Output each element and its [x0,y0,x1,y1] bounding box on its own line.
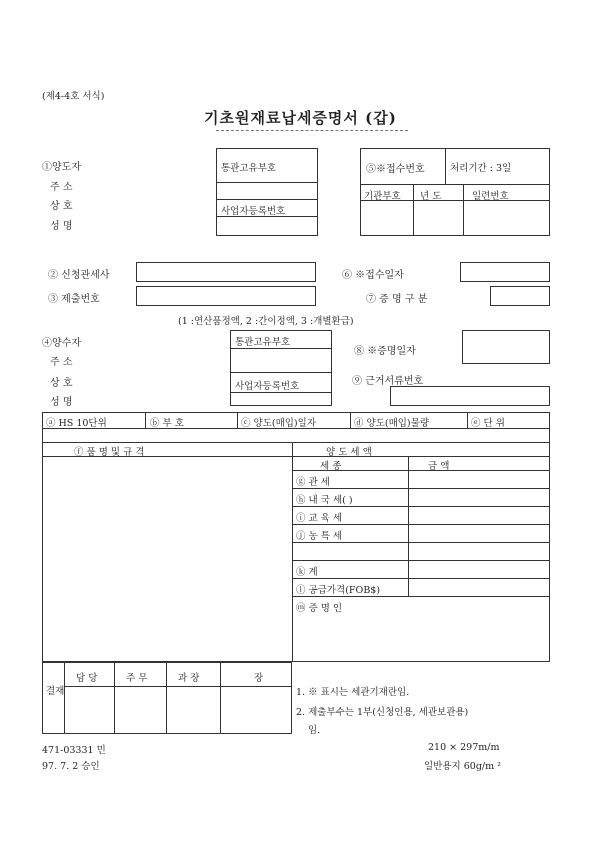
transferee-biz-reg-label: 사업자등록번호 [235,381,300,392]
cert-date-field[interactable] [462,330,550,364]
divider [292,470,550,471]
form-code: 471-03331 민 [42,745,106,756]
divider [350,412,351,428]
divider [413,184,414,236]
tax-row-customs: ⓖ 관 세 [296,477,330,488]
divider [292,542,550,543]
divider [145,412,146,428]
divider [166,662,167,734]
tax-row-fob: ⓛ 공급가격(FOB$) [296,585,381,596]
transferor-biz-reg-label: 사업자등록번호 [221,206,286,217]
divider [292,524,550,525]
tax-header: 양 도 세 액 [326,447,372,458]
divider [292,560,550,561]
cert-date-label: ⑧ ※증명일자 [354,346,416,357]
divider [408,456,409,596]
transfer-date-header: ⓒ 양도(매입)일자 [241,418,316,429]
tax-amount-header: 금 액 [428,461,450,472]
divider [445,148,446,184]
spec-label: ⓕ 품 명 및 규 격 [74,447,145,458]
tax-row-education: ⓘ 교 육 세 [296,513,343,524]
approval-date: 97. 7. 2 승인 [42,761,100,772]
divider [230,372,332,373]
note-2: 2. 제출부수는 1부(신청인용, 세관보관용) [296,707,469,718]
receipt-number-label: ⑤※접수번호 [366,164,425,175]
unit-header: ⓔ 단 위 [471,418,505,429]
receipt-date-field[interactable] [460,262,550,282]
divider [292,506,550,507]
receipt-date-label: ⑥ ※접수일자 [342,270,404,281]
transferee-company-label: 상 호 [50,378,73,389]
export-number-label: ③ 제출번호 [48,294,100,305]
approval-col-manager: 과 장 [178,673,200,684]
tax-row-total: ⓚ 계 [296,567,318,578]
paper-size: 210 × 297m/m [428,742,500,753]
divider [216,199,318,200]
paper-type: 일반용지 60g/m ² [424,761,501,772]
divider [230,348,332,349]
title-underline [216,130,408,131]
divider [216,216,318,217]
divider [114,662,115,734]
customs-broker-label: ② 신청관세사 [48,270,110,281]
cert-type-label: ⑦ 증 명 구 분 [366,294,428,305]
year-header: 년 도 [420,191,442,202]
agency-code-header: 기관부호 [364,191,401,202]
divider [292,442,293,662]
divider [42,442,550,443]
cert-type-note: (1 :연산품정액, 2 :간이정액, 3 :개별환급) [178,316,354,327]
certifier-label: ⓜ 증 명 인 [296,603,343,614]
transferee-name-label: 성 명 [50,397,73,408]
transfer-qty-header: ⓓ 양도(매입)물량 [354,418,429,429]
divider [292,488,550,489]
divider [42,456,292,457]
transferor-label: ①양도자 [42,162,81,173]
export-number-field[interactable] [136,286,316,306]
tax-row-domestic: ⓗ 내 국 세( ) [296,495,353,506]
serial-header: 일련번호 [472,191,509,202]
divider [220,662,221,734]
hs-code-header: ⓐ HS 10단위 [46,418,107,429]
divider [463,184,464,236]
tax-row-rural: ⓙ 농 특 세 [296,531,343,542]
divider [230,392,332,393]
code-header: ⓑ 부 호 [150,418,184,429]
cert-type-field[interactable] [490,286,550,306]
approval-label: 결재 [46,686,65,697]
transferee-address-label: 주 소 [50,357,73,368]
divider [237,412,238,428]
divider [64,662,65,734]
transferor-customs-code-label: 통관고유부호 [221,163,277,174]
note-2-cont: 임. [308,725,321,736]
divider [42,428,550,429]
tax-type-header: 세 종 [320,461,342,472]
form-number: (제4-4호 서식) [42,91,105,102]
transferee-label: ④양수자 [42,338,81,349]
divider [360,200,550,201]
basis-doc-field[interactable] [390,386,550,406]
processing-period: 처리기간 : 3일 [450,163,512,174]
divider [467,412,468,428]
transferee-customs-code-label: 통관고유부호 [235,337,291,348]
approval-col-chief: 주 무 [126,673,148,684]
basis-doc-label: ⑨ 근거서류번호 [352,376,424,387]
transferor-name-label: 성 명 [50,221,73,232]
transferor-company-label: 상 호 [50,201,73,212]
divider [292,596,550,597]
divider [64,686,292,687]
divider [292,456,550,457]
note-1: 1. ※ 표시는 세관기재란임. [296,687,410,698]
customs-broker-field[interactable] [136,262,316,282]
approval-col-head: 장 [254,673,264,684]
divider [292,578,550,579]
divider [216,182,318,183]
approval-col-staff: 담 당 [76,673,98,684]
transferor-address-label: 주 소 [50,182,73,193]
divider [360,184,550,185]
page-title: 기초원재료납세증명서 (갑) [204,109,397,127]
